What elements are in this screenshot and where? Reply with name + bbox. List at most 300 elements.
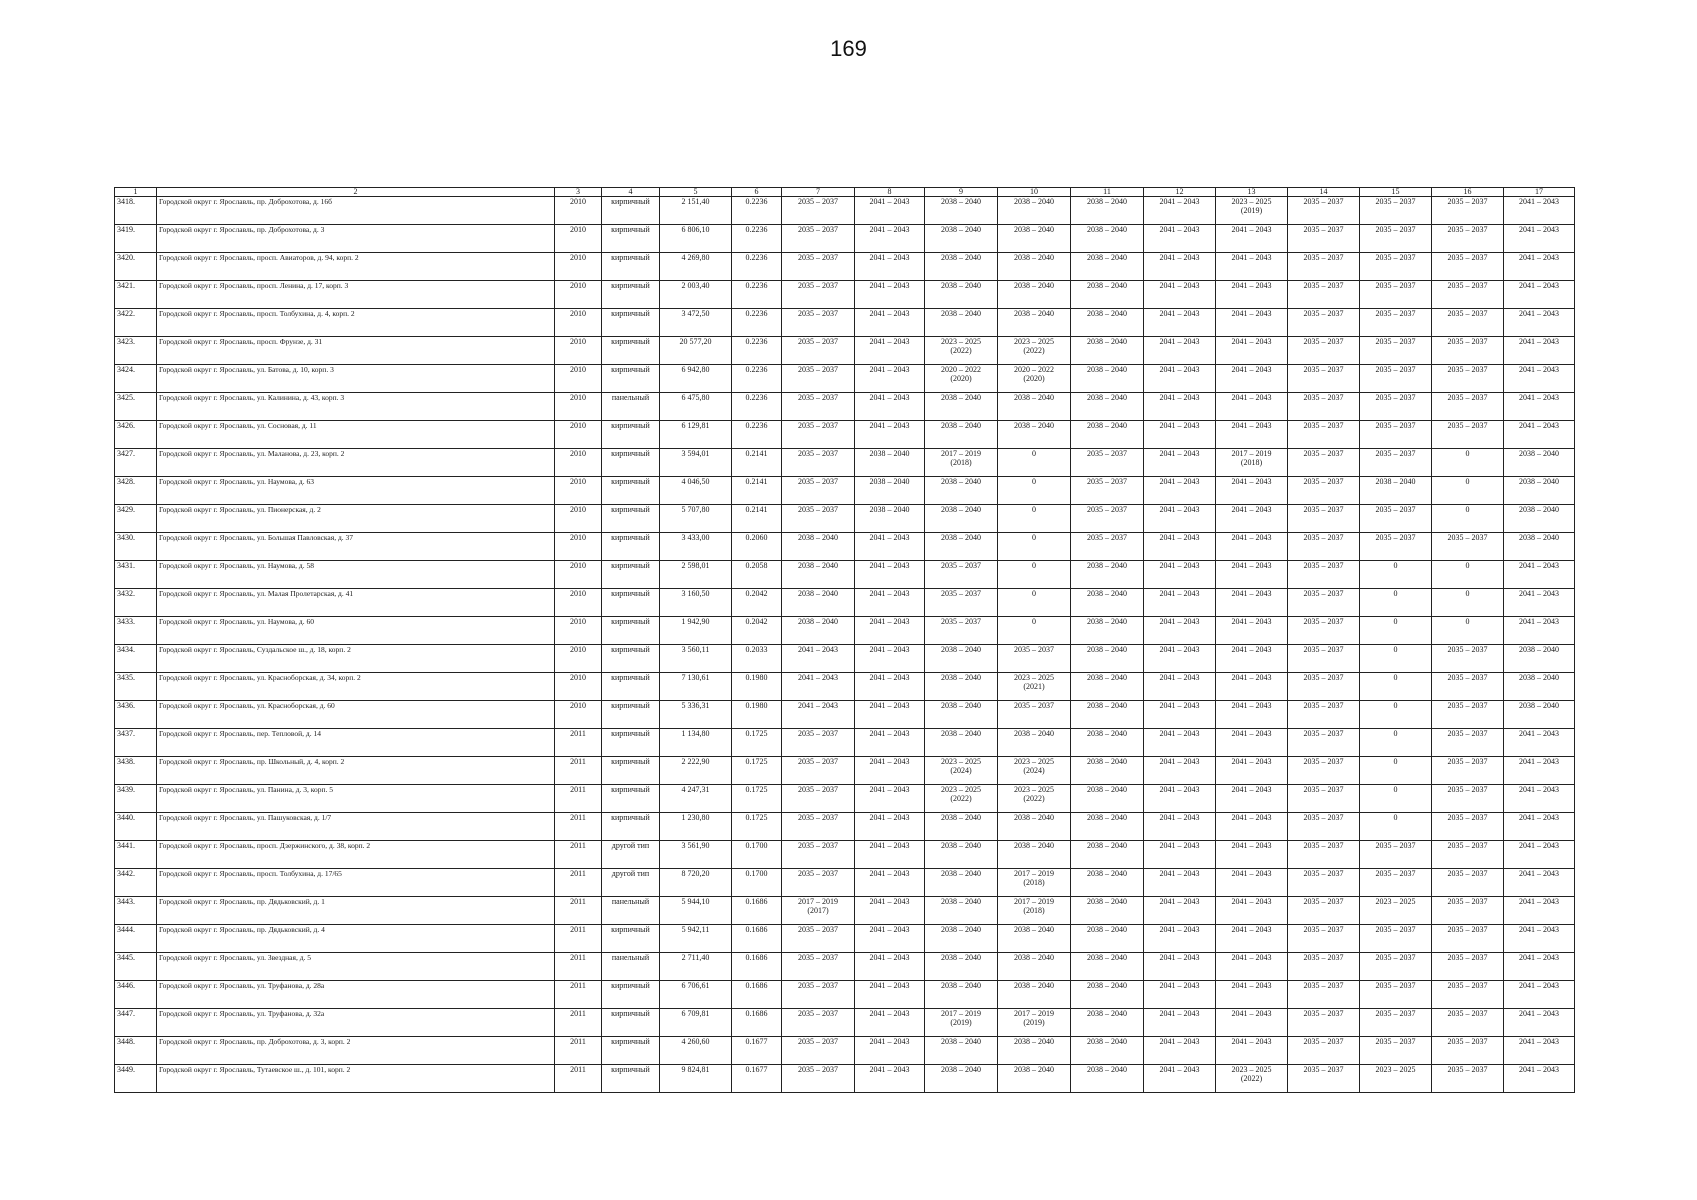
column-header: 14 <box>1288 188 1360 197</box>
table-cell: 2038 – 2040 <box>925 197 998 225</box>
table-cell: 2041 – 2043 <box>1144 785 1216 813</box>
table-cell: 2035 – 2037 <box>1288 729 1360 757</box>
table-cell: кирпичный <box>602 253 660 281</box>
table-cell: 2011 <box>555 953 602 981</box>
table-cell: 2041 – 2043 <box>855 1009 925 1037</box>
table-cell: 2035 – 2037 <box>1360 337 1432 365</box>
table-cell: 2041 – 2043 <box>1216 533 1288 561</box>
table-cell: 2011 <box>555 813 602 841</box>
table-cell: 2035 – 2037 <box>1432 729 1504 757</box>
table-row <box>115 393 1575 421</box>
table-cell: 2035 – 2037 <box>1288 869 1360 897</box>
table-cell: 2038 – 2040 <box>1504 701 1575 729</box>
table-cell: 2038 – 2040 <box>998 953 1071 981</box>
table-cell: 0.2236 <box>732 225 782 253</box>
table-cell: 2041 – 2043 <box>855 953 925 981</box>
table-cell: 2035 – 2037 <box>1288 785 1360 813</box>
row-number-cell: 3418. <box>115 197 157 225</box>
address-cell: Городской округ г. Ярославль, пр. Дядьковский, д. 4 <box>157 925 555 953</box>
table-cell: 2010 <box>555 589 602 617</box>
table-cell: 2017 – 2019 (2018) <box>998 897 1071 925</box>
table-cell: 2017 – 2019 (2019) <box>998 1009 1071 1037</box>
table-cell: 2017 – 2019 (2018) <box>1216 449 1288 477</box>
column-header: 3 <box>555 188 602 197</box>
column-header: 7 <box>782 188 855 197</box>
table-cell: 1 942,90 <box>660 617 732 645</box>
address-cell: Городской округ г. Ярославль, пр. Доброхотова, д. 3 <box>157 225 555 253</box>
table-cell: 2010 <box>555 645 602 673</box>
table-cell: 2041 – 2043 <box>855 197 925 225</box>
table-cell: 2041 – 2043 <box>1144 477 1216 505</box>
table-cell: 2038 – 2040 <box>998 729 1071 757</box>
table-cell: 2035 – 2037 <box>1360 253 1432 281</box>
table-cell: 0.2236 <box>732 337 782 365</box>
table-cell: 2041 – 2043 <box>1216 981 1288 1009</box>
address-cell: Городской округ г. Ярославль, просп. Толбухина, д. 4, корп. 2 <box>157 309 555 337</box>
table-cell: 2038 – 2040 <box>855 449 925 477</box>
table-cell: 2038 – 2040 <box>1071 701 1144 729</box>
table-cell: 2041 – 2043 <box>1216 505 1288 533</box>
table-cell: 2035 – 2037 <box>1432 981 1504 1009</box>
table-cell: 2035 – 2037 <box>1288 393 1360 421</box>
table-cell: 2035 – 2037 <box>782 337 855 365</box>
table-cell: 2035 – 2037 <box>782 869 855 897</box>
table-cell: кирпичный <box>602 1037 660 1065</box>
table-cell: 2010 <box>555 393 602 421</box>
table-cell: 2035 – 2037 <box>782 393 855 421</box>
table-cell: 2038 – 2040 <box>925 729 998 757</box>
table-cell: 2041 – 2043 <box>855 869 925 897</box>
table-cell: 2035 – 2037 <box>782 813 855 841</box>
table-cell: 2041 – 2043 <box>1144 337 1216 365</box>
table-cell: 2035 – 2037 <box>1288 505 1360 533</box>
table-cell: 2041 – 2043 <box>1216 421 1288 449</box>
table-cell: панельный <box>602 953 660 981</box>
table-cell: 0.1725 <box>732 785 782 813</box>
table-cell: 0.1700 <box>732 841 782 869</box>
table-cell: 2038 – 2040 <box>1071 869 1144 897</box>
table-cell: 2011 <box>555 1009 602 1037</box>
table-cell: 2035 – 2037 <box>1360 533 1432 561</box>
table-cell: 2041 – 2043 <box>1144 533 1216 561</box>
table-cell: 2041 – 2043 <box>855 813 925 841</box>
table-cell: 2038 – 2040 <box>1071 645 1144 673</box>
table-cell: 2035 – 2037 <box>1288 281 1360 309</box>
table-cell: 2041 – 2043 <box>1216 393 1288 421</box>
table-cell: 2041 – 2043 <box>855 337 925 365</box>
table-row <box>115 589 1575 617</box>
table-cell: 0 <box>1360 757 1432 785</box>
column-header: 5 <box>660 188 732 197</box>
table-cell: 0.1686 <box>732 1009 782 1037</box>
table-cell: 2035 – 2037 <box>998 645 1071 673</box>
table-cell: 6 706,61 <box>660 981 732 1009</box>
table-cell: 0.2236 <box>732 309 782 337</box>
table-cell: кирпичный <box>602 337 660 365</box>
table-cell: 0.1700 <box>732 869 782 897</box>
table-cell: 2 222,90 <box>660 757 732 785</box>
column-header: 1 <box>115 188 157 197</box>
table-cell: 0 <box>1360 561 1432 589</box>
table-cell: 2010 <box>555 225 602 253</box>
table-cell: 2038 – 2040 <box>998 393 1071 421</box>
table-cell: 2010 <box>555 673 602 701</box>
table-cell: 2010 <box>555 561 602 589</box>
address-cell: Городской округ г. Ярославль, пер. Тепловой, д. 14 <box>157 729 555 757</box>
address-cell: Городской округ г. Ярославль, просп. Ленина, д. 17, корп. 3 <box>157 281 555 309</box>
table-cell: 2041 – 2043 <box>1216 813 1288 841</box>
table-cell: панельный <box>602 393 660 421</box>
table-cell: 2041 – 2043 <box>1216 869 1288 897</box>
table-cell: 2023 – 2025 (2022) <box>1216 1065 1288 1093</box>
table-cell: 2011 <box>555 897 602 925</box>
table-cell: 2041 – 2043 <box>855 1065 925 1093</box>
table-cell: 2010 <box>555 309 602 337</box>
address-cell: Городской округ г. Ярославль, пр. Доброхотова, д. 16б <box>157 197 555 225</box>
table-cell: 2035 – 2037 <box>1432 393 1504 421</box>
table-cell: кирпичный <box>602 981 660 1009</box>
table-cell: 0 <box>1360 701 1432 729</box>
table-row <box>115 925 1575 953</box>
table-cell: 2041 – 2043 <box>855 589 925 617</box>
table-cell: 2035 – 2037 <box>925 561 998 589</box>
table-cell: 2038 – 2040 <box>1071 1065 1144 1093</box>
table-cell: 2035 – 2037 <box>1288 981 1360 1009</box>
table-cell: 0.2058 <box>732 561 782 589</box>
table-cell: 2011 <box>555 757 602 785</box>
table-cell: 2041 – 2043 <box>855 785 925 813</box>
row-number-cell: 3432. <box>115 589 157 617</box>
table-cell: 6 942,80 <box>660 365 732 393</box>
row-number-cell: 3422. <box>115 309 157 337</box>
table-cell: 2041 – 2043 <box>855 729 925 757</box>
table-cell: 2041 – 2043 <box>1216 561 1288 589</box>
table-cell: 2038 – 2040 <box>925 1065 998 1093</box>
table-cell: 9 824,81 <box>660 1065 732 1093</box>
table-cell: 0.2141 <box>732 505 782 533</box>
table-cell: 2038 – 2040 <box>925 813 998 841</box>
address-cell: Городской округ г. Ярославль, ул. Пионерская, д. 2 <box>157 505 555 533</box>
table-cell: 2041 – 2043 <box>1144 421 1216 449</box>
table-cell: 2041 – 2043 <box>1216 757 1288 785</box>
table-cell: 2041 – 2043 <box>1144 197 1216 225</box>
table-cell: 0 <box>998 533 1071 561</box>
table-cell: кирпичный <box>602 533 660 561</box>
address-cell: Городской округ г. Ярославль, просп. Дзержинского, д. 38, корп. 2 <box>157 841 555 869</box>
table-cell: 2011 <box>555 785 602 813</box>
table-cell: 2038 – 2040 <box>1071 393 1144 421</box>
table-cell: 20 577,20 <box>660 337 732 365</box>
table-cell: 2038 – 2040 <box>1071 617 1144 645</box>
table-cell: 2038 – 2040 <box>1071 729 1144 757</box>
address-cell: Городской округ г. Ярославль, ул. Малая Пролетарская, д. 41 <box>157 589 555 617</box>
table-cell: 2038 – 2040 <box>1504 449 1575 477</box>
table-cell: 2035 – 2037 <box>1432 925 1504 953</box>
table-cell: 2035 – 2037 <box>782 841 855 869</box>
table-cell: 2041 – 2043 <box>1216 1037 1288 1065</box>
table-cell: кирпичный <box>602 197 660 225</box>
table-row <box>115 897 1575 925</box>
table-cell: 2035 – 2037 <box>1288 1065 1360 1093</box>
table-cell: 8 720,20 <box>660 869 732 897</box>
table-cell: 2041 – 2043 <box>1144 1065 1216 1093</box>
table-cell: 2038 – 2040 <box>998 197 1071 225</box>
table-cell: 1 230,80 <box>660 813 732 841</box>
table-cell: 2038 – 2040 <box>1071 981 1144 1009</box>
table-cell: 2041 – 2043 <box>855 757 925 785</box>
table-cell: 2041 – 2043 <box>855 925 925 953</box>
table-cell: 2038 – 2040 <box>1071 813 1144 841</box>
table-cell: 2035 – 2037 <box>1288 421 1360 449</box>
row-number-cell: 3443. <box>115 897 157 925</box>
table-cell: 2038 – 2040 <box>925 253 998 281</box>
table-cell: 2041 – 2043 <box>1504 421 1575 449</box>
table-cell: 2 598,01 <box>660 561 732 589</box>
table-row <box>115 645 1575 673</box>
table-cell: 2023 – 2025 (2022) <box>998 337 1071 365</box>
table-cell: 2038 – 2040 <box>998 925 1071 953</box>
row-number-cell: 3444. <box>115 925 157 953</box>
table-header-row <box>115 188 1575 197</box>
table-cell: 2041 – 2043 <box>1144 757 1216 785</box>
table-cell: кирпичный <box>602 673 660 701</box>
table-cell: 2038 – 2040 <box>998 421 1071 449</box>
table-cell: 2041 – 2043 <box>1504 337 1575 365</box>
row-number-cell: 3445. <box>115 953 157 981</box>
row-number-cell: 3446. <box>115 981 157 1009</box>
table-cell: 2035 – 2037 <box>782 365 855 393</box>
table-cell: 2038 – 2040 <box>925 1037 998 1065</box>
table-cell: 2041 – 2043 <box>1144 673 1216 701</box>
table-cell: 0 <box>1360 673 1432 701</box>
table-cell: 2035 – 2037 <box>1288 197 1360 225</box>
table-cell: 0.1980 <box>732 701 782 729</box>
table-cell: 2038 – 2040 <box>855 505 925 533</box>
table-cell: 2017 – 2019 (2018) <box>925 449 998 477</box>
table-cell: 2035 – 2037 <box>782 309 855 337</box>
table-cell: кирпичный <box>602 589 660 617</box>
page-number: 169 <box>830 36 867 61</box>
table-cell: 2041 – 2043 <box>1504 729 1575 757</box>
table-cell: 2011 <box>555 729 602 757</box>
table-cell: 2035 – 2037 <box>1432 533 1504 561</box>
table-cell: 6 129,81 <box>660 421 732 449</box>
row-number-cell: 3448. <box>115 1037 157 1065</box>
column-header: 13 <box>1216 188 1288 197</box>
table-cell: 2035 – 2037 <box>1288 645 1360 673</box>
table-cell: 5 944,10 <box>660 897 732 925</box>
table-cell: 5 336,31 <box>660 701 732 729</box>
table-cell: 0.2141 <box>732 449 782 477</box>
table-cell: 2038 – 2040 <box>1071 1009 1144 1037</box>
row-number-cell: 3426. <box>115 421 157 449</box>
table-cell: 2035 – 2037 <box>1432 365 1504 393</box>
table-cell: 0.2042 <box>732 589 782 617</box>
table-cell: 2038 – 2040 <box>925 645 998 673</box>
table-cell: 2041 – 2043 <box>1144 981 1216 1009</box>
table-cell: 0.1686 <box>732 981 782 1009</box>
table-cell: 2035 – 2037 <box>1360 505 1432 533</box>
table-row <box>115 561 1575 589</box>
table-cell: 2035 – 2037 <box>998 701 1071 729</box>
column-header: 9 <box>925 188 998 197</box>
table-cell: 2035 – 2037 <box>1360 281 1432 309</box>
table-cell: 2035 – 2037 <box>1288 225 1360 253</box>
table-cell: 2035 – 2037 <box>782 785 855 813</box>
table-cell: 2035 – 2037 <box>1432 897 1504 925</box>
column-header: 16 <box>1432 188 1504 197</box>
address-cell: Городской округ г. Ярославль, ул. Наумова, д. 58 <box>157 561 555 589</box>
table-cell: 2041 – 2043 <box>855 981 925 1009</box>
table-cell: 2041 – 2043 <box>1216 225 1288 253</box>
table-cell: 0.1725 <box>732 757 782 785</box>
row-number-cell: 3433. <box>115 617 157 645</box>
table-cell: 2011 <box>555 841 602 869</box>
table-cell: 2041 – 2043 <box>855 561 925 589</box>
table-cell: 2041 – 2043 <box>855 673 925 701</box>
table-cell: 2041 – 2043 <box>1144 953 1216 981</box>
table-cell: 2038 – 2040 <box>782 589 855 617</box>
table-cell: 2010 <box>555 421 602 449</box>
table-cell: 2035 – 2037 <box>782 1037 855 1065</box>
table-cell: 2035 – 2037 <box>1288 617 1360 645</box>
table-cell: 2035 – 2037 <box>1288 533 1360 561</box>
table-cell: 2038 – 2040 <box>1071 757 1144 785</box>
table-cell: 2038 – 2040 <box>925 841 998 869</box>
table-cell: 7 130,61 <box>660 673 732 701</box>
table-cell: 2038 – 2040 <box>1504 645 1575 673</box>
table-cell: 2041 – 2043 <box>855 393 925 421</box>
table-cell: 2041 – 2043 <box>1504 589 1575 617</box>
table-cell: 2041 – 2043 <box>1144 1009 1216 1037</box>
table-cell: 2020 – 2022 (2020) <box>925 365 998 393</box>
table-cell: 2041 – 2043 <box>855 645 925 673</box>
table-cell: 2041 – 2043 <box>1144 925 1216 953</box>
row-number-cell: 3438. <box>115 757 157 785</box>
address-cell: Городской округ г. Ярославль, Суздальское ш., д. 18, корп. 2 <box>157 645 555 673</box>
table-cell: 2038 – 2040 <box>925 869 998 897</box>
address-cell: Городской округ г. Ярославль, ул. Панина, д. 3, корп. 5 <box>157 785 555 813</box>
table-cell: 2035 – 2037 <box>782 197 855 225</box>
table-cell: 3 594,01 <box>660 449 732 477</box>
table-cell: 2041 – 2043 <box>1216 841 1288 869</box>
table-cell: 2 711,40 <box>660 953 732 981</box>
table-cell: 2035 – 2037 <box>1288 925 1360 953</box>
table-cell: 2041 – 2043 <box>855 617 925 645</box>
table-cell: 2023 – 2025 (2024) <box>925 757 998 785</box>
table-cell: 0.2236 <box>732 281 782 309</box>
table-cell: 0.1686 <box>732 897 782 925</box>
table-cell: 4 269,80 <box>660 253 732 281</box>
table-cell: 2035 – 2037 <box>1288 841 1360 869</box>
table-cell: 2011 <box>555 1037 602 1065</box>
table-cell: 2038 – 2040 <box>1071 253 1144 281</box>
table-cell: 2038 – 2040 <box>925 225 998 253</box>
table-cell: 2011 <box>555 1065 602 1093</box>
table-cell: 2035 – 2037 <box>1288 589 1360 617</box>
table-cell: 2041 – 2043 <box>1144 365 1216 393</box>
row-number-cell: 3442. <box>115 869 157 897</box>
table-cell: 2035 – 2037 <box>1360 841 1432 869</box>
table-cell: 2041 – 2043 <box>1144 813 1216 841</box>
table-cell: 0 <box>998 449 1071 477</box>
row-number-cell: 3423. <box>115 337 157 365</box>
address-cell: Городской округ г. Ярославль, пр. Школьный, д. 4, корп. 2 <box>157 757 555 785</box>
table-cell: 0.2033 <box>732 645 782 673</box>
table-cell: 2035 – 2037 <box>782 1009 855 1037</box>
table-cell: 2035 – 2037 <box>1360 953 1432 981</box>
table-cell: 2041 – 2043 <box>1504 841 1575 869</box>
table-cell: 2041 – 2043 <box>1504 197 1575 225</box>
table-cell: 0.1677 <box>732 1037 782 1065</box>
table-row <box>115 813 1575 841</box>
table-row <box>115 673 1575 701</box>
row-number-cell: 3420. <box>115 253 157 281</box>
table-cell: 2010 <box>555 505 602 533</box>
table-cell: 2038 – 2040 <box>925 393 998 421</box>
table-cell: 2041 – 2043 <box>782 673 855 701</box>
table-cell: 2023 – 2025 <box>1360 1065 1432 1093</box>
table-cell: кирпичный <box>602 449 660 477</box>
table-body <box>115 197 1575 1093</box>
table-cell: 2035 – 2037 <box>1360 1037 1432 1065</box>
table-cell: 2035 – 2037 <box>782 1065 855 1093</box>
row-number-cell: 3430. <box>115 533 157 561</box>
address-cell: Городской округ г. Ярославль, ул. Наумова, д. 60 <box>157 617 555 645</box>
table-cell: 2041 – 2043 <box>1504 281 1575 309</box>
table-cell: 0.2141 <box>732 477 782 505</box>
table-cell: 2010 <box>555 449 602 477</box>
table-cell: 2023 – 2025 <box>1360 897 1432 925</box>
address-cell: Городской округ г. Ярославль, ул. Красноборская, д. 34, корп. 2 <box>157 673 555 701</box>
table-cell: 2035 – 2037 <box>1432 701 1504 729</box>
table-cell: 0.2042 <box>732 617 782 645</box>
table-cell: 2038 – 2040 <box>925 281 998 309</box>
table-cell: 2035 – 2037 <box>1071 533 1144 561</box>
table-cell: 2035 – 2037 <box>1432 785 1504 813</box>
table-row <box>115 533 1575 561</box>
row-number-cell: 3437. <box>115 729 157 757</box>
table-row <box>115 953 1575 981</box>
table-cell: 2038 – 2040 <box>1071 337 1144 365</box>
table-cell: 2038 – 2040 <box>1504 673 1575 701</box>
table-cell: 2041 – 2043 <box>1216 281 1288 309</box>
table-cell: 2038 – 2040 <box>1071 953 1144 981</box>
row-number-cell: 3449. <box>115 1065 157 1093</box>
table-cell: 2035 – 2037 <box>1432 953 1504 981</box>
address-cell: Городской округ г. Ярославль, ул. Большая Павловская, д. 37 <box>157 533 555 561</box>
table-cell: 2038 – 2040 <box>855 477 925 505</box>
table-cell: 2035 – 2037 <box>1288 1037 1360 1065</box>
row-number-cell: 3427. <box>115 449 157 477</box>
table-cell: 0 <box>1432 561 1504 589</box>
row-number-cell: 3431. <box>115 561 157 589</box>
table-cell: 3 561,90 <box>660 841 732 869</box>
table-row <box>115 981 1575 1009</box>
table-cell: 2010 <box>555 281 602 309</box>
table-cell: 2038 – 2040 <box>1071 897 1144 925</box>
table-cell: 2011 <box>555 869 602 897</box>
table-row <box>115 421 1575 449</box>
table-cell: 2 151,40 <box>660 197 732 225</box>
table-cell: 2041 – 2043 <box>1216 1009 1288 1037</box>
table-cell: кирпичный <box>602 1065 660 1093</box>
table-cell: 2010 <box>555 617 602 645</box>
table-cell: кирпичный <box>602 729 660 757</box>
address-cell: Городской округ г. Ярославль, просп. Толбухина, д. 17/65 <box>157 869 555 897</box>
table-cell: 2035 – 2037 <box>1432 421 1504 449</box>
table-cell: 0 <box>998 505 1071 533</box>
